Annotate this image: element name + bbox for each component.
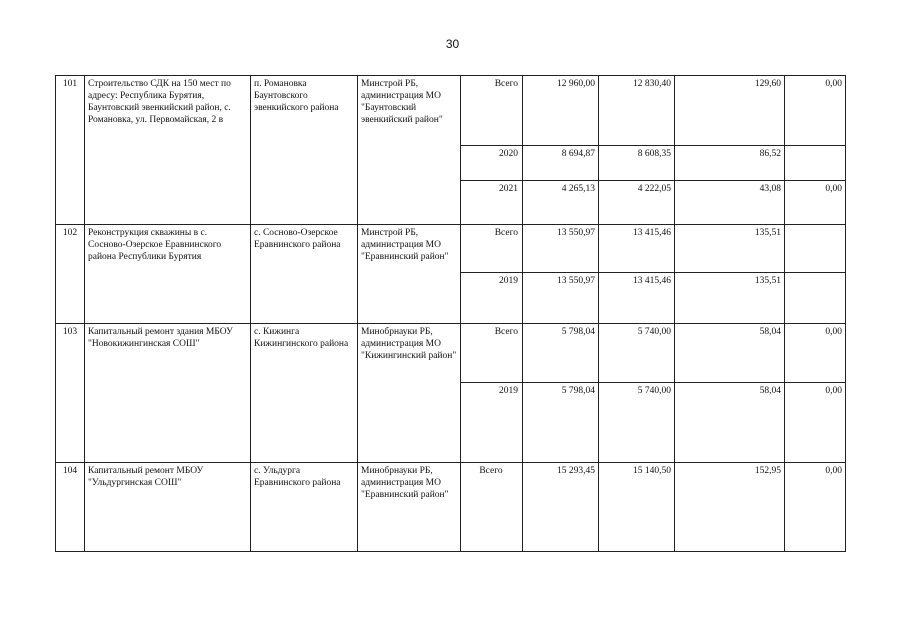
local-cell: 0,00 [785, 181, 846, 225]
total-cell: 15 293,45 [523, 463, 599, 552]
objects-table [55, 75, 846, 552]
responsible-party: Минстрой РБ, администрация МО "Еравнинский район" [358, 225, 461, 324]
total-cell: 13 550,97 [523, 225, 599, 273]
regional-cell: 43,08 [675, 181, 785, 225]
object-name: Капитальный ремонт МБОУ "Ульдургинская СОШ" [85, 463, 251, 552]
year-cell: 2021 [461, 181, 523, 225]
year-cell: 2019 [461, 383, 523, 463]
regional-cell: 135,51 [675, 225, 785, 273]
local-cell: 0,00 [785, 324, 846, 383]
local-cell [785, 273, 846, 324]
page-number: 30 [445, 37, 460, 51]
year-cell: 2020 [461, 146, 523, 181]
table-row [56, 324, 846, 383]
local-cell [785, 146, 846, 181]
responsible-party: Минобрнауки РБ, администрация МО "Кижингинский район" [358, 324, 461, 463]
object-location: с. Кижинга Кижингинского района [251, 324, 358, 463]
object-location: с. Ульдурга Еравнинского района [251, 463, 358, 552]
total-cell: 12 960,00 [523, 76, 599, 146]
year-cell: Всего [461, 324, 523, 383]
federal-cell: 15 140,50 [599, 463, 675, 552]
total-cell: 5 798,04 [523, 383, 599, 463]
federal-cell: 12 830,40 [599, 76, 675, 146]
federal-cell: 8 608,35 [599, 146, 675, 181]
regional-cell: 129,60 [675, 76, 785, 146]
year-cell: Всего [461, 463, 523, 552]
regional-cell: 135,51 [675, 273, 785, 324]
federal-cell: 4 222,05 [599, 181, 675, 225]
regional-cell: 58,04 [675, 324, 785, 383]
total-cell: 5 798,04 [523, 324, 599, 383]
object-name: Строительство СДК на 150 мест по адресу: Республика Бурятия, Баунтовский эвенкийский район, с. Романовка, ул. Первомайская, 2 в [85, 76, 251, 225]
regional-cell: 86,52 [675, 146, 785, 181]
year-cell: Всего [461, 76, 523, 146]
federal-cell: 5 740,00 [599, 383, 675, 463]
total-cell: 8 694,87 [523, 146, 599, 181]
object-location: с. Сосново-Озерское Еравнинского района [251, 225, 358, 324]
row-number: 102 [56, 225, 85, 324]
local-cell: 0,00 [785, 76, 846, 146]
federal-cell: 13 415,46 [599, 225, 675, 273]
row-number: 101 [56, 76, 85, 225]
local-cell: 0,00 [785, 383, 846, 463]
table-row [56, 76, 846, 146]
total-cell: 4 265,13 [523, 181, 599, 225]
row-number: 103 [56, 324, 85, 463]
table-row [56, 463, 846, 552]
total-cell: 13 550,97 [523, 273, 599, 324]
local-cell [785, 225, 846, 273]
year-cell: 2019 [461, 273, 523, 324]
regional-cell: 58,04 [675, 383, 785, 463]
local-cell: 0,00 [785, 463, 846, 552]
table-row [56, 225, 846, 273]
object-location: п. Романовка Баунтовского эвенкийского района [251, 76, 358, 225]
federal-cell: 13 415,46 [599, 273, 675, 324]
responsible-party: Минстрой РБ, администрация МО "Баунтовский эвенкийский район" [358, 76, 461, 225]
object-name: Реконструкция скважины в с. Сосново-Озерское Еравнинского района Республики Бурятия [85, 225, 251, 324]
responsible-party: Минобрнауки РБ, администрация МО "Еравнинский район" [358, 463, 461, 552]
row-number: 104 [56, 463, 85, 552]
federal-cell: 5 740,00 [599, 324, 675, 383]
year-cell: Всего [461, 225, 523, 273]
object-name: Капитальный ремонт здания МБОУ "Новокижингинская СОШ" [85, 324, 251, 463]
regional-cell: 152,95 [675, 463, 785, 552]
